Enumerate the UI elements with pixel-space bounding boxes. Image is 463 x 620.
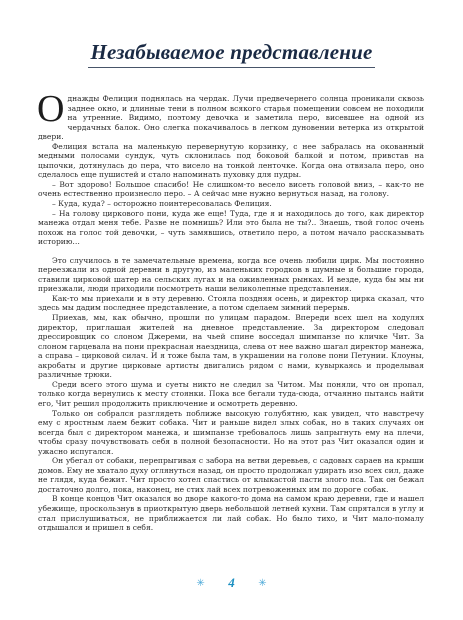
paragraph: – На голову циркового пони, куда же еще! Туда, где я и находилось до того, как директор манежа отдал меня тебе. Разве не помнишь? Или это была не ты?.. Знаешь, твой голос очень похож на голос той девочки, – чуть замявшись, ответило перо, а потом начало рассказывать историю… [38,208,424,247]
title-underline [88,67,374,68]
paragraph: Однажды Фелиция поднялась на чердак. Лучи предвечернего солнца проникали сквозь заднее окно, и длинные тени в полном всякого старья помещении совсем не походили на утренние. Видимо, поэтому девочка и заметила перо, висевшее на одной из чердачных балок. Оно слегка покачивалось в легком дуновении ветерка из открытой двери. [37,88,424,142]
paragraph: В конце концов Чит оказался во дворе какого-то дома на самом краю деревни, где и нашел убежище, проскользнув в приоткрытую дверь небольшой летней кухни. Там спрятался в углу и стал прислушиваться, не приближается ли лай собак. Но было тихо, и Чит мало-помалу отдышался и пришел в себя. [38,494,424,533]
paragraph: Только он собрался разглядеть поближе высокую голубятню, как увидел, что навстречу ему с яростным лаем бежит собака. Чит и раньше видел злых собак, но в таких случаях он всегда был с директором манежа, и шимпанзе требовалось лишь запрыгнуть ему на плечи, чтобы сразу почувствовать себя в полной безопасности. Но на этот раз Чит оказался один и ужасно испугался. [38,408,424,456]
paragraph: Приехав, мы, как обычно, прошли по улицам парадом. Впереди всех шел на ходулях директор, приглашая жителей на дневное представление. За директором следовал дрессировщик со слоном Джереми, на чьей спине восседал шимпанзе по кличке Чит. За слоном гарцевала на пони прекрасная наездница, слева от нее важно шагал директор манежа, а справа – цирковой силач. И я тоже была там, в украшении на голове пони Петунии. Клоуны, акробаты и другие цирковые артисты двигались рядом с нами, кувыркаясь и проделывая различные трюки. [38,313,424,380]
paragraph: Фелиция встала на маленькую перевернутую корзинку, с нее забралась на окованный медными полосами сундук, чуть склонилась под боковой балкой и потом, привстав на цыпочки, дотянулась до пера, что висело на тонкой ленточке. Когда она отвязала перо, оно сделалось еще пушистей и стало напоминать пуховку для пудры. [38,141,424,180]
snowflake-ornament-icon: ✳ [258,578,267,589]
paragraph: – Куда, куда? – осторожно поинтересовалась Фелиция. [52,199,272,209]
story-text [37,88,424,533]
paragraph: Он убегал от собаки, перепрыгивая с забора на ветви деревьев, с садовых сараев на крыши домов. Ему не хватало духу оглянуться назад, он просто продолжал удирать изо всех сил, даже не глядя, куда бежит. Чит просто хотел спастись от клыкастой пасти злого пса. Так он бежал достаточно долго, пока, наконец, не стих лай всех потревоженных им по дороге собак. [38,456,424,494]
snowflake-ornament-icon: ✳ [196,578,205,589]
section-gap [38,247,424,256]
paragraph: Это случилось в те замечательные времена, когда все очень любили цирк. Мы постоянно переезжали из одной деревни в другую, из маленьких городков в шумные и большие города, ставили цирковой шатер на сельских лугах и на оживленных рынках. И везде, куда бы мы ни приезжали, люди приходили посмотреть наши великолепные представления. [38,255,424,294]
page-footer [0,575,463,591]
drop-cap: О [37,88,65,130]
title-block [0,40,463,68]
paragraph: Как-то мы приехали и в эту деревню. Стояла поздняя осень, и директор цирка сказал, что здесь мы дадим последнее представление, а потом сделаем зимний перерыв. [38,293,424,313]
page-number: 4 [228,575,235,590]
paragraph: Среди всего этого шума и суеты никто не следил за Читом. Мы поняли, что он пропал, только когда вернулись к месту стоянки. Пока все бегали туда-сюда, отчаянно пытаясь найти его, Чит решил продолжить приключение и осмотреть деревню. [38,379,424,408]
paragraph: – Вот здорово! Большое спасибо! Не слишком-то весело висеть головой вниз, – как-то не очень естественно произнесло перо. – А сейчас мне нужно вернуться назад, на голову. [38,179,424,199]
chapter-title-text: Незабываемое представление [90,40,373,64]
chapter-title [88,40,374,68]
